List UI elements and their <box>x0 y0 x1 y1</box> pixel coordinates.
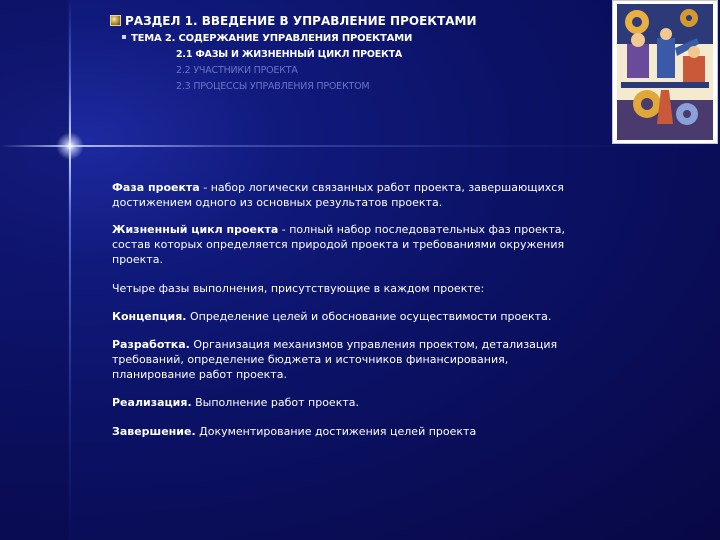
term-lifecycle: Жизненный цикл проекта <box>112 223 279 236</box>
paragraph-implementation <box>112 395 582 410</box>
paragraph-lifecycle-definition <box>112 222 582 267</box>
picture-bullet-icon <box>110 15 121 26</box>
lens-flare-core <box>56 132 84 160</box>
term-concept: Концепция. <box>112 310 187 323</box>
term-phase: Фаза проекта <box>112 181 200 194</box>
section-title-text: РАЗДЕЛ 1. ВВЕДЕНИЕ В УПРАВЛЕНИЕ ПРОЕКТАМИ <box>125 14 477 28</box>
definition-concept: Определение целей и обоснование осуществимости проекта. <box>186 310 552 323</box>
clipart-people-gears-icon <box>617 4 713 140</box>
definition-lifecycle: - полный набор последовательных фаз проекта, состав которых определяется природой проекта и требованиями окружения проекта. <box>112 223 565 266</box>
topic-title <box>122 33 412 44</box>
definition-phase: - набор логически связанных работ проекта, завершающихся достижением одного из основных результатов проекта. <box>112 181 564 209</box>
term-implementation: Реализация. <box>112 396 192 409</box>
section-title <box>110 14 477 28</box>
lens-flare-vertical <box>69 0 71 540</box>
paragraph-completion <box>112 424 582 439</box>
lens-flare-horizontal <box>0 145 720 147</box>
term-completion: Завершение. <box>112 425 196 438</box>
left-decor-strip <box>0 0 68 540</box>
definition-development: Организация механизмов управления проектом, детализация требований, определение бюджета и источников финансирования, планирование работ проекта. <box>112 338 558 381</box>
square-bullet-icon <box>122 35 126 39</box>
paragraph-development <box>112 337 582 382</box>
definition-completion: Документирование достижения целей проекта <box>195 425 477 438</box>
topic-title-text: ТЕМА 2. СОДЕРЖАНИЕ УПРАВЛЕНИЯ ПРОЕКТАМИ <box>131 33 413 44</box>
subitem-2-2[interactable]: 2.2 УЧАСТНИКИ ПРОЕКТА <box>176 65 298 76</box>
term-development: Разработка. <box>112 338 190 351</box>
subitem-2-1[interactable]: 2.1 ФАЗЫ И ЖИЗНЕННЫЙ ЦИКЛ ПРОЕКТА <box>176 49 403 60</box>
subitem-2-3[interactable]: 2.3 ПРОЦЕССЫ УПРАВЛЕНИЯ ПРОЕКТОМ <box>176 81 370 92</box>
definition-implementation: Выполнение работ проекта. <box>191 396 359 409</box>
paragraph-phase-definition <box>112 180 582 210</box>
paragraph-concept <box>112 309 582 324</box>
illustration-image <box>612 0 718 144</box>
paragraph-four-phases: Четыре фазы выполнения, присутствующие в каждом проекте: <box>112 282 485 295</box>
